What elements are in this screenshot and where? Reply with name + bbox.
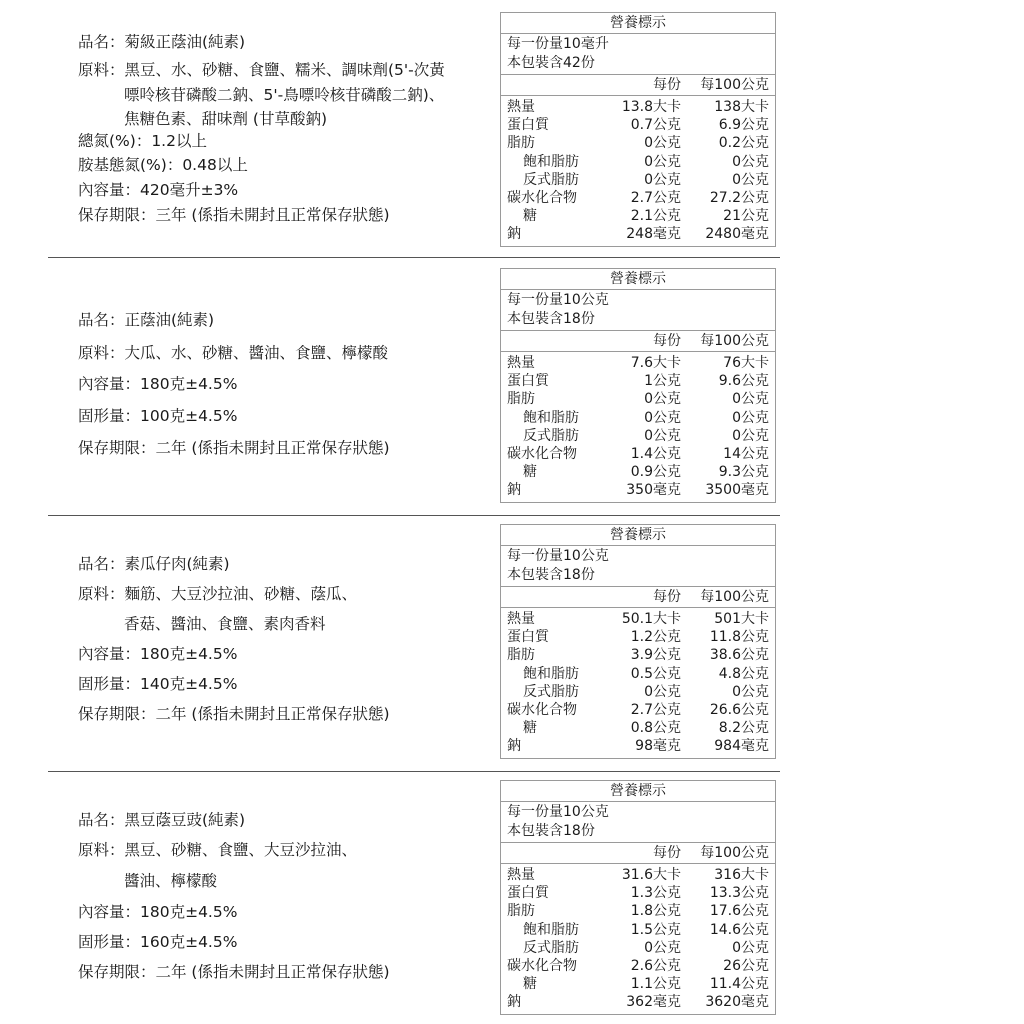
nutrient-name: 飽和脂肪 [523,921,579,938]
nutrient-per-serving: 0公克 [644,171,681,188]
nutrient-row [501,445,775,463]
servings-per-package: 本包裝含18份 [507,311,595,327]
serving-size: 每一份量10公克 [507,548,609,564]
nutrient-row [501,939,775,957]
nutrient-per-serving: 0.8公克 [630,720,681,737]
nutrient-row [501,354,775,372]
nutrient-row [501,134,775,152]
nutrient-per-100: 0.2公克 [718,135,769,152]
solid-content: 固形量：100克±4.5% [78,407,238,425]
nutrient-per-100: 138大卡 [714,99,769,115]
nutrient-per-100: 14公克 [723,445,769,462]
nutrient-rows [501,864,775,1014]
solid-content: 固形量：160克±4.5% [78,933,238,951]
nutrient-row [501,646,775,664]
nutrient-row [501,390,775,408]
nutrient-name: 反式脂肪 [523,171,579,188]
nutrition-facts-table [500,268,776,503]
nutrient-row [501,957,775,975]
nutrient-per-100: 17.6公克 [709,903,769,920]
nutrient-name: 蛋白質 [507,117,549,134]
nutrient-name: 熱量 [507,611,535,627]
nutrient-per-serving: 50.1大卡 [621,611,681,627]
nutrient-row [501,993,775,1011]
column-header [501,75,775,96]
nutrient-per-100: 0公克 [732,171,769,188]
nutrient-name: 蛋白質 [507,885,549,902]
nutrient-row [501,427,775,445]
nutrition-title: 營養標示 [501,781,775,802]
nutrient-row [501,463,775,481]
nutrition-facts-table [500,780,776,1015]
nutrient-per-100: 501大卡 [714,611,769,627]
nutrient-row [501,171,775,189]
nutrient-per-serving: 1公克 [644,373,681,390]
product-name: 品名：黑豆蔭豆豉(純素) [78,811,246,829]
nutrient-per-100: 11.8公克 [709,629,769,646]
serving-info [501,802,775,843]
column-per-100: 每100公克 [700,589,769,605]
nutrient-per-serving: 2.7公克 [630,701,681,718]
nutrient-name: 碳水化合物 [507,957,577,974]
nutrient-name: 鈉 [507,994,521,1011]
nutrient-row [501,610,775,628]
nutrient-per-serving: 0公克 [644,135,681,152]
serving-info [501,34,775,75]
nutrient-rows [501,352,775,502]
nutrient-per-100: 0公克 [732,391,769,408]
nutrient-per-serving: 98毫克 [635,738,681,755]
nutrient-per-100: 0公克 [732,153,769,170]
ingredients-cont: 嘌呤核苷磷酸二鈉、5'-鳥嘌呤核苷磷酸二鈉)、 [124,86,445,104]
nutrient-per-100: 76大卡 [723,355,769,371]
nutrient-name: 熱量 [507,355,535,371]
column-per-serving: 每份 [653,333,681,349]
column-per-100: 每100公克 [700,333,769,349]
nutrient-per-100: 316大卡 [714,867,769,883]
nutrient-name: 碳水化合物 [507,701,577,718]
nutrient-name: 鈉 [507,482,521,499]
product-name: 品名：素瓜仔肉(純素) [78,555,230,573]
nutrient-per-100: 9.6公克 [718,373,769,390]
nutrient-per-serving: 350毫克 [626,482,681,499]
nutrient-row [501,189,775,207]
nutrient-name: 反式脂肪 [523,939,579,956]
nutrient-name: 飽和脂肪 [523,153,579,170]
net-content: 內容量：420毫升±3% [78,181,239,199]
solid-content: 固形量：140克±4.5% [78,675,238,693]
nutrient-per-serving: 0公克 [644,939,681,956]
product-section-4 [0,772,1024,1024]
nutrition-facts-table [500,12,776,247]
nutrient-name: 糖 [523,208,537,225]
shelf-life: 保存期限：三年 (係指未開封且正常保存狀態) [78,206,390,224]
nutrient-per-100: 27.2公克 [709,189,769,206]
nutrient-per-serving: 248毫克 [626,226,681,243]
nutrient-name: 糖 [523,976,537,993]
nutrient-per-100: 0公克 [732,939,769,956]
nutrient-row [501,975,775,993]
nutrient-per-serving: 2.6公克 [630,957,681,974]
nutrient-per-serving: 0.5公克 [630,665,681,682]
nutrition-title: 營養標示 [501,269,775,290]
nutrient-name: 脂肪 [507,135,535,152]
nutrient-row [501,866,775,884]
nutrient-name: 鈉 [507,738,521,755]
nutrient-per-100: 984毫克 [714,738,769,755]
nutrient-per-100: 0公克 [732,683,769,700]
column-per-serving: 每份 [653,845,681,861]
nutrient-per-100: 3620毫克 [705,994,769,1011]
nutrient-row [501,116,775,134]
nutrient-row [501,628,775,646]
nutrient-name: 飽和脂肪 [523,665,579,682]
nutrient-name: 糖 [523,720,537,737]
net-content: 內容量：180克±4.5% [78,903,238,921]
ingredients: 原料：大瓜、水、砂糖、醬油、食鹽、檸檬酸 [78,344,389,362]
nutrient-per-serving: 13.8大卡 [621,99,681,115]
nutrient-name: 蛋白質 [507,373,549,390]
nutrient-per-100: 14.6公克 [709,921,769,938]
nutrition-facts-table [500,524,776,759]
nutrient-name: 反式脂肪 [523,427,579,444]
nutrient-row [501,719,775,737]
nutrient-per-100: 8.2公克 [718,720,769,737]
nutrient-per-serving: 31.6大卡 [621,867,681,883]
nutrient-per-100: 11.4公克 [709,976,769,993]
product-section-3 [0,516,1024,772]
serving-size: 每一份量10毫升 [507,36,609,52]
product-section-1 [0,0,1024,256]
nutrient-per-100: 26公克 [723,957,769,974]
nutrient-per-serving: 2.1公克 [630,208,681,225]
nutrient-per-serving: 0公克 [644,427,681,444]
nutrient-per-100: 21公克 [723,208,769,225]
nutrient-per-serving: 0公克 [644,153,681,170]
nutrient-name: 糖 [523,464,537,481]
nutrient-per-serving: 1.8公克 [630,903,681,920]
shelf-life: 保存期限：二年 (係指未開封且正常保存狀態) [78,705,390,723]
nutrient-per-serving: 7.6大卡 [630,355,681,371]
nutrient-name: 飽和脂肪 [523,409,579,426]
nutrient-row [501,225,775,243]
nutrient-row [501,372,775,390]
ingredients-cont: 焦糖色素、甜味劑 (甘草酸鈉) [124,110,328,128]
nutrient-row [501,921,775,939]
nutrient-row [501,737,775,755]
shelf-life: 保存期限：二年 (係指未開封且正常保存狀態) [78,439,390,457]
column-header [501,331,775,352]
nutrient-row [501,98,775,116]
nutrient-per-100: 0公克 [732,427,769,444]
ingredients: 原料：黑豆、砂糖、食鹽、大豆沙拉油、 [78,841,358,859]
ingredients-cont: 香菇、醬油、食鹽、素肉香料 [124,615,326,633]
nutrient-per-serving: 0公克 [644,391,681,408]
nutrient-name: 熱量 [507,99,535,115]
nutrient-per-serving: 1.1公克 [630,976,681,993]
total-nitrogen: 總氮(%)：1.2以上 [78,132,207,150]
nutrient-row [501,481,775,499]
column-header [501,587,775,608]
nutrition-title: 營養標示 [501,13,775,34]
serving-info [501,546,775,587]
column-header [501,843,775,864]
serving-size: 每一份量10公克 [507,292,609,308]
nutrient-rows [501,96,775,246]
nutrient-row [501,207,775,225]
nutrient-per-serving: 2.7公克 [630,189,681,206]
nutrient-per-100: 13.3公克 [709,885,769,902]
nutrient-per-serving: 0公克 [644,409,681,426]
nutrition-title: 營養標示 [501,525,775,546]
servings-per-package: 本包裝含18份 [507,567,595,583]
ingredients: 原料：麵筋、大豆沙拉油、砂糖、蔭瓜、 [78,585,358,603]
nutrient-per-100: 3500毫克 [705,482,769,499]
product-name: 品名：正蔭油(純素) [78,311,215,329]
nutrient-per-serving: 362毫克 [626,994,681,1011]
servings-per-package: 本包裝含42份 [507,55,595,71]
nutrient-per-serving: 0公克 [644,683,681,700]
nutrient-name: 反式脂肪 [523,683,579,700]
servings-per-package: 本包裝含18份 [507,823,595,839]
nutrient-row [501,153,775,171]
nutrient-name: 脂肪 [507,391,535,408]
nutrient-per-serving: 3.9公克 [630,647,681,664]
nutrient-name: 碳水化合物 [507,445,577,462]
column-per-100: 每100公克 [700,845,769,861]
nutrient-rows [501,608,775,758]
nutrient-per-100: 38.6公克 [709,647,769,664]
nutrient-per-serving: 1.2公克 [630,629,681,646]
nutrient-per-100: 4.8公克 [718,665,769,682]
nutrient-row [501,884,775,902]
nutrient-name: 脂肪 [507,903,535,920]
column-per-100: 每100公克 [700,77,769,93]
nutrient-name: 碳水化合物 [507,189,577,206]
nutrient-name: 脂肪 [507,647,535,664]
column-per-serving: 每份 [653,77,681,93]
serving-size: 每一份量10公克 [507,804,609,820]
nutrient-per-100: 2480毫克 [705,226,769,243]
net-content: 內容量：180克±4.5% [78,375,238,393]
nutrient-row [501,683,775,701]
amino-nitrogen: 胺基態氮(%)：0.48以上 [78,156,248,174]
serving-info [501,290,775,331]
nutrient-per-100: 0公克 [732,409,769,426]
nutrient-name: 蛋白質 [507,629,549,646]
ingredients-cont: 醬油、檸檬酸 [124,872,218,890]
nutrient-name: 熱量 [507,867,535,883]
product-section-2 [0,258,1024,514]
net-content: 內容量：180克±4.5% [78,645,238,663]
product-name: 品名：菊級正蔭油(純素) [78,33,246,51]
nutrient-row [501,701,775,719]
nutrient-row [501,409,775,427]
nutrient-per-100: 6.9公克 [718,117,769,134]
nutrient-per-serving: 1.4公克 [630,445,681,462]
shelf-life: 保存期限：二年 (係指未開封且正常保存狀態) [78,963,390,981]
nutrient-per-100: 26.6公克 [709,701,769,718]
nutrient-per-serving: 1.5公克 [630,921,681,938]
column-per-serving: 每份 [653,589,681,605]
nutrient-per-serving: 0.7公克 [630,117,681,134]
nutrient-row [501,902,775,920]
ingredients: 原料：黑豆、水、砂糖、食鹽、糯米、調味劑(5'-次黃 [78,61,445,79]
nutrient-per-100: 9.3公克 [718,464,769,481]
nutrient-name: 鈉 [507,226,521,243]
nutrient-per-serving: 0.9公克 [630,464,681,481]
nutrient-row [501,665,775,683]
nutrient-per-serving: 1.3公克 [630,885,681,902]
